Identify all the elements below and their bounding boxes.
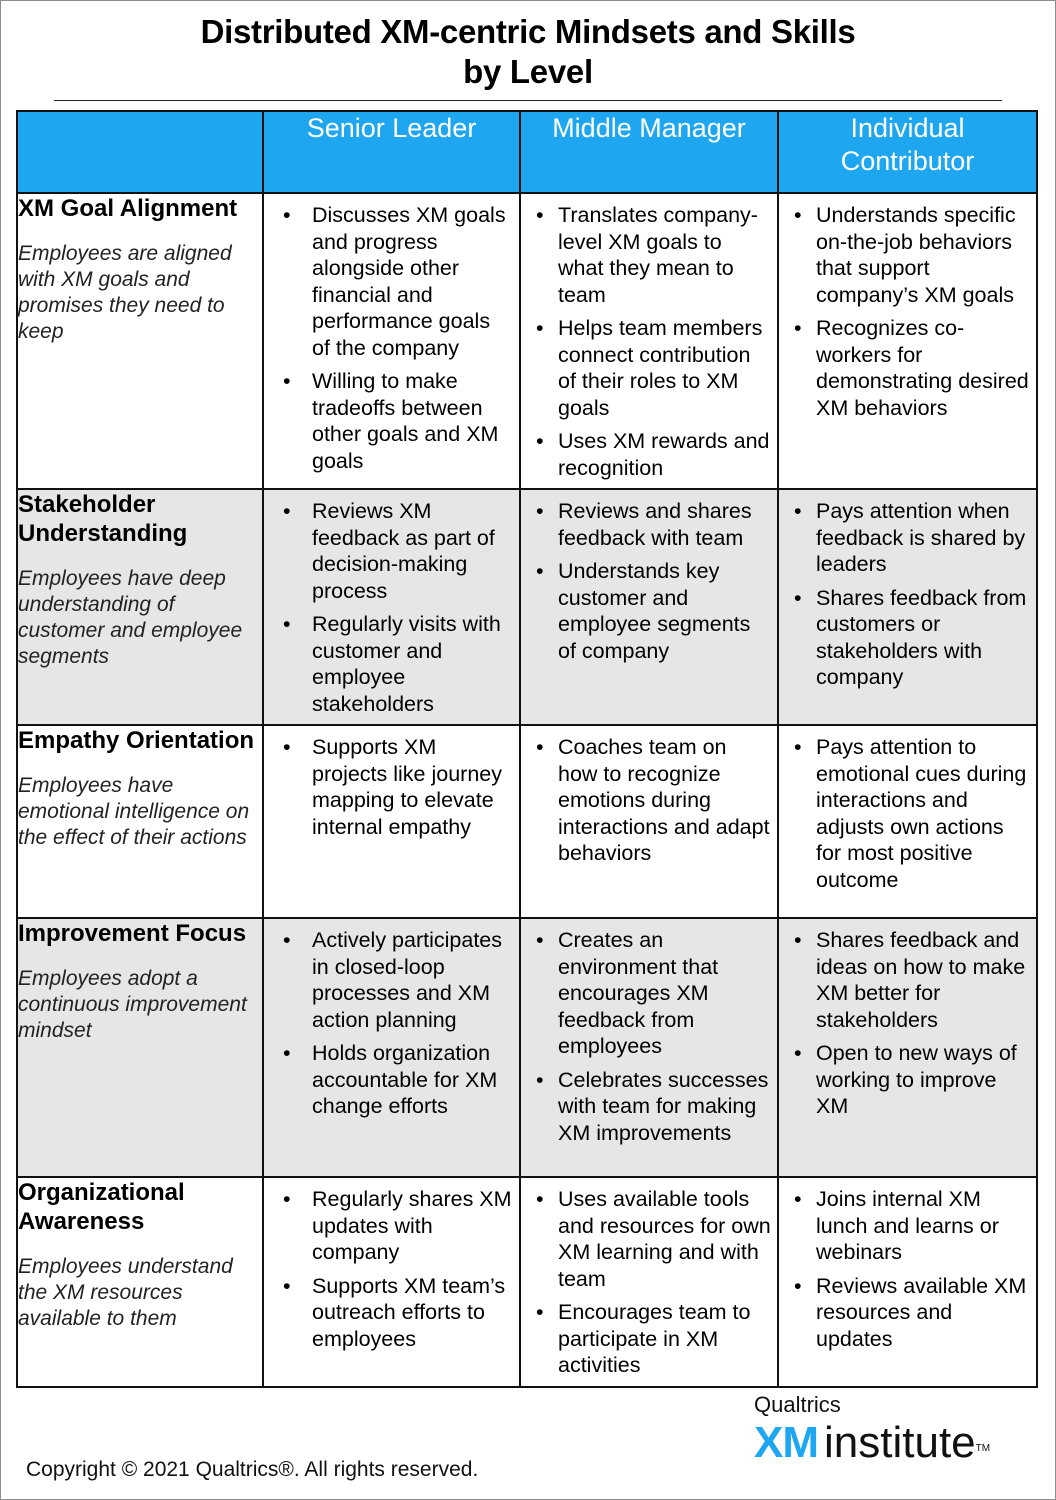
bullet-item: • Celebrates successes with team for making XM improvements — [529, 1067, 771, 1147]
bullet-item: • Uses XM rewards and recognition — [529, 428, 771, 481]
middle-cell — [520, 489, 778, 725]
title-divider — [54, 100, 1002, 101]
senior-cell — [263, 193, 520, 489]
row-description: Employees adopt a continuous improvement mindset — [18, 967, 247, 1042]
bullet-list — [264, 490, 519, 717]
table-row — [17, 1177, 1037, 1387]
bullet-item: • Regularly visits with customer and employee stakeholders — [272, 611, 513, 717]
bullet-item: • Helps team members connect contribution of their roles to XM goals — [529, 315, 771, 421]
bullet-list — [779, 194, 1036, 421]
bullet-list — [521, 919, 777, 1146]
page-title — [0, 12, 1056, 92]
logo-institute-text: institute — [824, 1418, 976, 1467]
bullet-item: • Pays attention to emotional cues during interactions and adjusts own actions for most positive outcome — [787, 734, 1030, 893]
bullet-list — [779, 490, 1036, 691]
header-empty-cell — [17, 111, 263, 193]
bullet-list — [264, 1178, 519, 1352]
table-row — [17, 918, 1037, 1177]
mindsets-table — [16, 110, 1038, 1388]
row-title: Stakeholder Understanding — [18, 491, 188, 547]
table-row — [17, 725, 1037, 918]
bullet-item: • Translates company-level XM goals to what they mean to team — [529, 202, 771, 308]
senior-cell — [263, 725, 520, 918]
bullet-list — [521, 490, 777, 664]
bullet-item: • Creates an environment that encourages XM feedback from employees — [529, 927, 771, 1060]
bullet-item: • Coaches team on how to recognize emotions during interactions and adapt behaviors — [529, 734, 771, 867]
title-line-2: by Level — [463, 53, 593, 90]
middle-cell — [520, 1177, 778, 1387]
table-row — [17, 489, 1037, 725]
senior-cell — [263, 1177, 520, 1387]
title-line-1: Distributed XM-centric Mindsets and Skills — [200, 13, 856, 50]
individual-cell — [778, 725, 1037, 918]
row-description: Employees have deep understanding of customer and employee segments — [18, 567, 243, 668]
bullet-list — [264, 919, 519, 1120]
row-header-cell — [17, 725, 263, 918]
bullet-item: • Uses available tools and resources for own XM learning and with team — [529, 1186, 771, 1292]
bullet-item: • Reviews XM feedback as part of decision-making process — [272, 498, 513, 604]
individual-cell — [778, 918, 1037, 1177]
row-description: Employees are aligned with XM goals and promises they need to keep — [18, 242, 232, 343]
bullet-item: • Actively participates in closed-loop processes and XM action planning — [272, 927, 513, 1033]
row-description: Employees have emotional intelligence on the effect of their actions — [18, 774, 250, 849]
individual-cell — [778, 1177, 1037, 1387]
bullet-item: • Willing to make tradeoffs between other goals and XM goals — [272, 368, 513, 474]
bullet-list — [779, 919, 1036, 1120]
bullet-item: • Shares feedback from customers or stakeholders with company — [787, 585, 1030, 691]
bullet-item: • Reviews available XM resources and updates — [787, 1273, 1030, 1353]
qualtrics-wordmark: Qualtrics — [754, 1392, 841, 1417]
copyright-notice: Copyright © 2021 Qualtrics®. All rights reserved. — [26, 1458, 479, 1481]
trademark-mark: TM — [975, 1443, 991, 1454]
individual-cell — [778, 489, 1037, 725]
middle-cell — [520, 725, 778, 918]
header-middle-manager: Middle Manager — [520, 111, 778, 193]
bullet-item: • Understands key customer and employee segments of company — [529, 558, 771, 664]
senior-cell — [263, 489, 520, 725]
header-row — [17, 111, 1037, 193]
header-individual-contributor — [778, 111, 1037, 193]
bullet-item: • Supports XM team’s outreach efforts to employees — [272, 1273, 513, 1353]
header-individual-contributor-label: Individual Contributor — [840, 113, 975, 176]
bullet-item: • Recognizes co-workers for demonstrating desired XM behaviors — [787, 315, 1030, 421]
bullet-list — [521, 1178, 777, 1379]
bullet-item: • Discusses XM goals and progress alongside other financial and performance goals of the company — [272, 202, 513, 361]
senior-cell — [263, 918, 520, 1177]
row-header-cell — [17, 918, 263, 1177]
table-row — [17, 193, 1037, 489]
middle-cell — [520, 918, 778, 1177]
row-title: Improvement Focus — [18, 920, 247, 947]
bullet-list — [264, 194, 519, 474]
row-description: Employees understand the XM resources available to them — [18, 1255, 233, 1330]
row-title: Empathy Orientation — [18, 727, 255, 754]
row-header-cell — [17, 489, 263, 725]
bullet-item: • Shares feedback and ideas on how to make XM better for stakeholders — [787, 927, 1030, 1033]
row-header-cell — [17, 193, 263, 489]
row-header-cell — [17, 1177, 263, 1387]
bullet-item: • Encourages team to participate in XM activities — [529, 1299, 771, 1379]
bullet-item: • Reviews and shares feedback with team — [529, 498, 771, 551]
bullet-list — [521, 194, 777, 481]
bullet-list — [521, 726, 777, 867]
logo-xm-text: XM — [754, 1418, 818, 1467]
bullet-item: • Understands specific on-the-job behaviors that support company’s XM goals — [787, 202, 1030, 308]
bullet-item: • Regularly shares XM updates with company — [272, 1186, 513, 1266]
bullet-item: • Holds organization accountable for XM change efforts — [272, 1040, 513, 1120]
xm-institute-logo — [754, 1418, 990, 1468]
middle-cell — [520, 193, 778, 489]
row-title: XM Goal Alignment — [18, 195, 238, 222]
individual-cell — [778, 193, 1037, 489]
bullet-item: • Supports XM projects like journey mapping to elevate internal empathy — [272, 734, 513, 840]
bullet-list — [264, 726, 519, 840]
row-title: Organizational Awareness — [18, 1179, 185, 1235]
bullet-item: • Joins internal XM lunch and learns or webinars — [787, 1186, 1030, 1266]
bullet-item: • Open to new ways of working to improve XM — [787, 1040, 1030, 1120]
bullet-item: • Pays attention when feedback is shared by leaders — [787, 498, 1030, 578]
header-senior-leader: Senior Leader — [263, 111, 520, 193]
bullet-list — [779, 1178, 1036, 1352]
bullet-list — [779, 726, 1036, 893]
